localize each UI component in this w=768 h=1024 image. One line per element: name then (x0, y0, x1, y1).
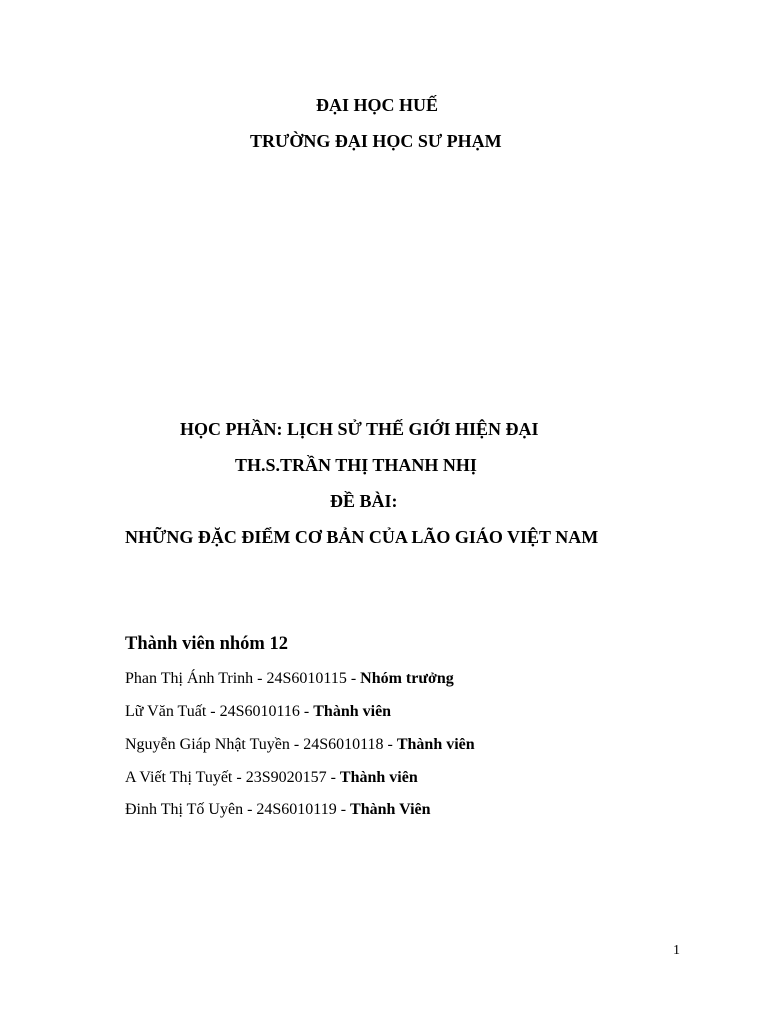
course-module: HỌC PHẦN: LỊCH SỬ THẾ GIỚI HIỆN ĐẠI (180, 419, 539, 439)
member-row (125, 704, 391, 720)
member-row (125, 770, 418, 786)
school-name: TRƯỜNG ĐẠI HỌC SƯ PHẠM (250, 131, 502, 151)
member-info: Lữ Văn Tuất - 24S6010116 - (125, 703, 314, 720)
university-name: ĐẠI HỌC HUẾ (316, 95, 439, 115)
member-row (125, 671, 454, 687)
lecturer-name: TH.S.TRẦN THỊ THANH NHỊ (235, 455, 477, 475)
member-info: Nguyễn Giáp Nhật Tuyền - 24S6010118 - (125, 736, 397, 753)
member-info: Đinh Thị Tố Uyên - 24S6010119 - (125, 801, 351, 818)
members-heading: Thành viên nhóm 12 (125, 634, 288, 654)
topic-title: NHỮNG ĐẶC ĐIỂM CƠ BẢN CỦA LÃO GIÁO VIỆT NAM (125, 527, 599, 547)
member-role: Thành viên (313, 703, 392, 720)
member-info: Phan Thị Ánh Trinh - 24S6010115 - (125, 670, 361, 687)
member-role: Thành viên (396, 736, 475, 753)
member-row (125, 802, 431, 818)
topic-label: ĐỀ BÀI: (330, 491, 398, 511)
member-info: A Viết Thị Tuyết - 23S9020157 - (125, 769, 340, 786)
member-role: Thành viên (339, 769, 418, 786)
member-role: Nhóm trưởng (360, 670, 454, 687)
member-role: Thành Viên (350, 801, 431, 818)
member-row (125, 737, 475, 753)
page-number: 1 (673, 943, 680, 958)
